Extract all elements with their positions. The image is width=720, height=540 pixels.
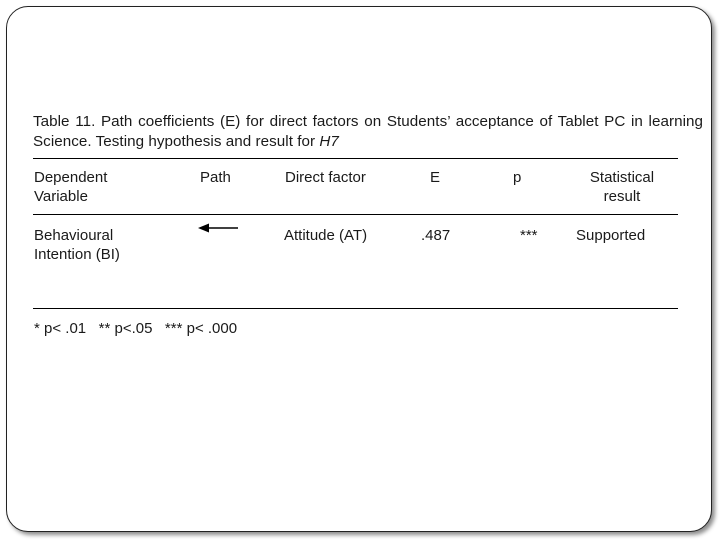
row-direct-factor: Attitude (AT): [284, 227, 368, 244]
row-dependent-variable: [34, 226, 184, 264]
row-p-value: ***: [520, 227, 538, 244]
header-dependent-line2: Variable: [34, 188, 88, 205]
table-bottom-rule: [33, 308, 678, 309]
row-e-value: .487: [421, 227, 451, 244]
table-caption: [33, 112, 703, 152]
header-statistical-result: [570, 168, 674, 206]
header-dependent-line1: Dependent: [34, 169, 108, 186]
table-top-rule: [33, 158, 678, 159]
caption-text: Table 11. Path coefficients (E) for direct factors on Students’ acceptance of Tablet PC in learning Science. Testing hypothesis and result for: [33, 113, 703, 150]
caption-hypothesis: H7: [319, 133, 339, 150]
header-dependent-variable: [34, 168, 184, 206]
header-path: Path: [200, 169, 231, 186]
row-statistical-result: Supported: [576, 227, 646, 244]
header-e: E: [430, 169, 441, 186]
slide-frame: [6, 6, 712, 532]
header-p: p: [513, 169, 522, 186]
row-dependent-line2: Intention (BI): [34, 246, 120, 263]
left-arrow-icon: [197, 220, 239, 236]
table-header-rule: [33, 214, 678, 215]
header-statistical-line1: Statistical: [589, 169, 655, 186]
significance-footnote: * p< .01 ** p<.05 *** p< .000: [34, 320, 238, 337]
header-direct-factor: Direct factor: [285, 169, 366, 186]
row-dependent-line1: Behavioural: [34, 227, 114, 244]
header-statistical-line2: result: [603, 188, 641, 205]
